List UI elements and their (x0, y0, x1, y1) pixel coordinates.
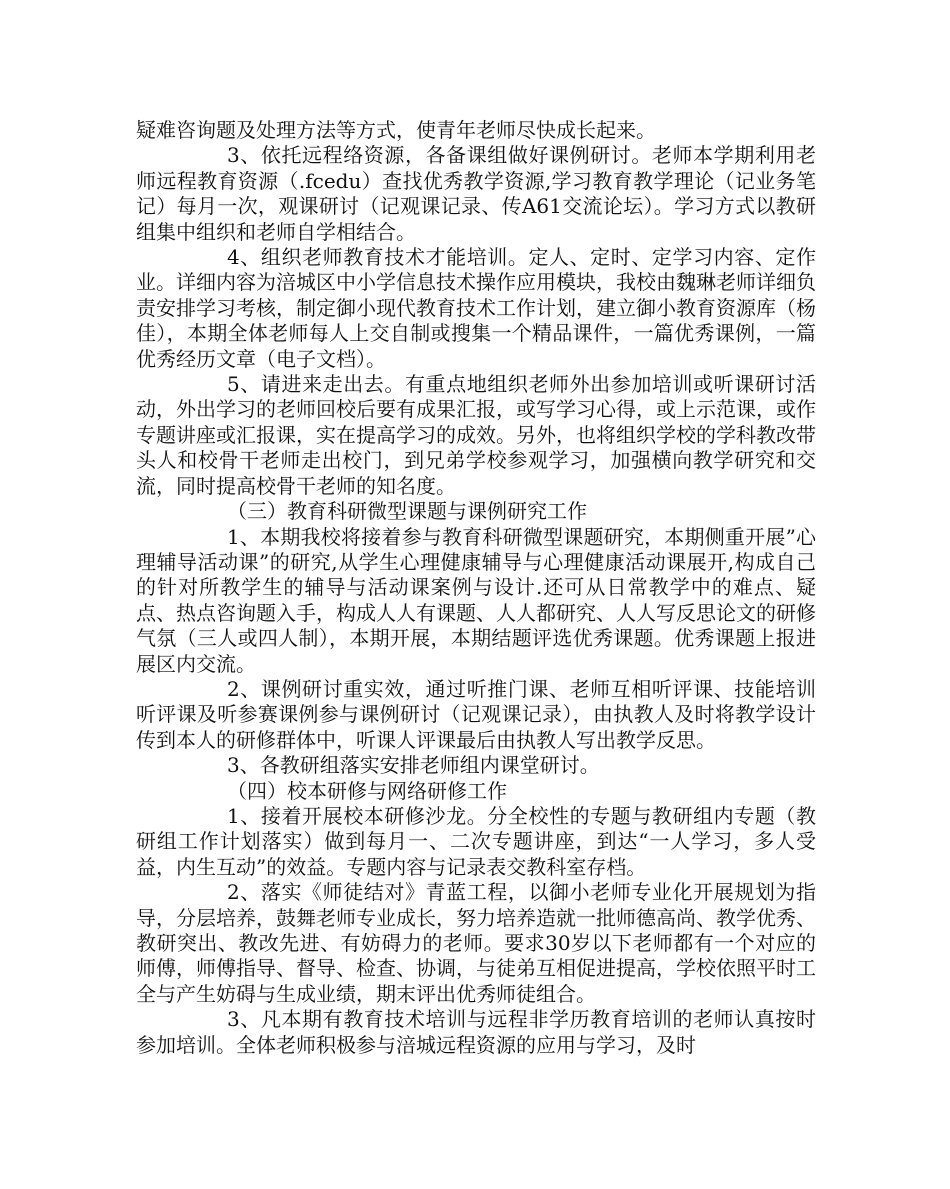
paragraph-micro-topics: 1、本期我校将接着参与教育科研微型课题研究，本期侧重开展”心理辅导活动课”的研究,从学生心理健康辅导与心理健康活动课展开,构成自己的针对所教学生的辅导与活动课案例与设计.还可从日常教学中的难点、疑点、热点咨询题入手，构成人人有课题、人人都研究、人人写反思论文的研修气氛（三人或四人制），本期开展，本期结题评选优秀课题。优秀课题上报进展区内交流。 (136, 524, 816, 676)
paragraph-group-research: 3、各教研组落实安排老师组内课堂研讨。 (227, 753, 600, 778)
paragraph-salon: 1、接着开展校本研修沙龙。分全校性的专题与教研组内专题（教研组工作计划落实）做到每月一、二次专题讲座，到达“一人学习，多人受益，内生互动”的效益。专题内容与记录表交教科室存档。 (136, 803, 816, 879)
paragraph-mentorship: 2、落实《师徒结对》青蓝工程，以御小老师专业化开展规划为指导，分层培养，鼓舞老师专业成长，努力培养造就一批师德高尚、教学优秀、教研突出、教改先进、有妨碍力的老师。要求30岁以下老师都有一个对应的师傅，师傅指导、督导、检查、协调，与徒弟互相促进提高，学校依照平时工全与产生妨碍与生成业绩，期末评出优秀师徒组合。 (136, 880, 816, 1006)
paragraph-invite-go-out: 5、请进来走出去。有重点地组织老师外出参加培训或听课研讨活动，外出学习的老师回校后要有成果汇报，或写学习心得，或上示范课，或作专题讲座或汇报课，实在提高学习的成效。另外，也将组织学校的学科教改带头人和校骨干老师走出校门，到兄弟学校参观学习，加强横向教学研究和交流，同时提高校骨干老师的知名度。 (136, 372, 816, 498)
paragraph-tech-training: 4、组织老师教育技术才能培训。定人、定时、定学习内容、定作业。详细内容为涪城区中小学信息技术操作应用模块，我校由魏琳老师详细负责安排学习考核，制定御小现代教育技术工作计划，建立御小教育资源库（杨佳），本期全体老师每人上交自制或搜集一个精品课件，一篇优秀课例，一篇优秀经历文章（电子文档）。 (136, 245, 816, 371)
document-body (136, 118, 816, 1058)
paragraph-lesson-study: 2、课例研讨重实效，通过听推门课、老师互相听评课、技能培训听评课及听参赛课例参与课例研讨（记观课记录），由执教人及时将教学设计传到本人的研修群体中，听课人评课最后由执教人写出教学反思。 (136, 676, 816, 752)
section-heading-4: （四）校本研修与网络研修工作 (227, 778, 507, 803)
paragraph-continuation: 疑难咨询题及处理方法等方式，使青年老师尽快成长起来。 (136, 118, 656, 142)
paragraph-training-attendance: 3、凡本期有教育技术培训与远程非学历教育培训的老师认真按时参加培训。全体老师积极参与涪城远程资源的应用与学习，及时 (136, 1007, 816, 1057)
paragraph-remote-resources: 3、依托远程络资源，各备课组做好课例研讨。老师本学期利用老师远程教育资源（.fcedu）查找优秀教学资源,学习教育教学理论（记业务笔记）每月一次，观课研讨（记观课记录、传A61交流论坛）。学习方式以教研组集中组织和老师自学相结合。 (136, 143, 816, 244)
section-heading-3: （三）教育科研微型课题与课例研究工作 (227, 499, 587, 524)
